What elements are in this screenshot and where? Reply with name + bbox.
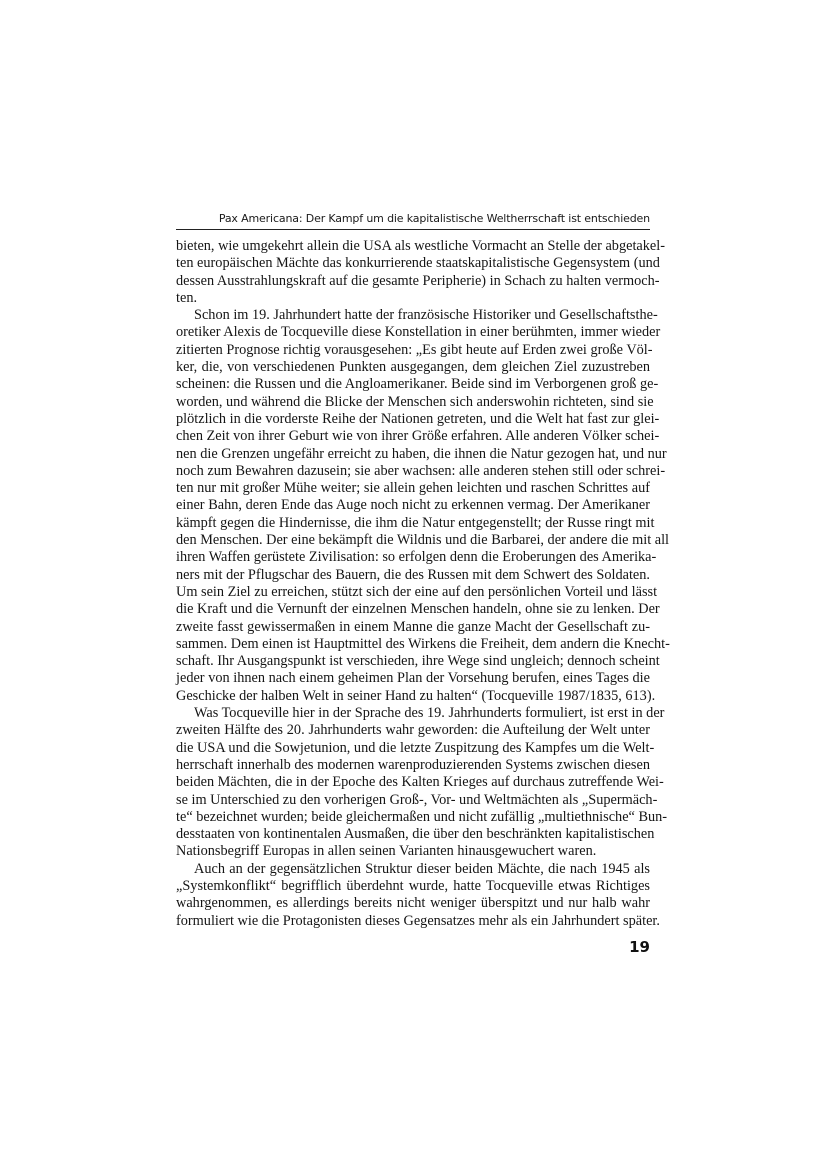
- text-line: plötzlich in die vorderste Reihe der Nationen getreten, und die Welt hat fast zur glei-: [176, 410, 660, 427]
- text-line: ten.: [176, 289, 198, 306]
- text-line: zweite fasst gewissermaßen in einem Manne die ganze Macht der Gesellschaft zu-: [176, 618, 650, 635]
- text-line: Schon im 19. Jahrhundert hatte der französische Historiker und Gesellschaftsthe-: [194, 307, 658, 324]
- text-line: te“ bezeichnet wurden; beide gleichermaßen und nicht zufällig „multiethnische“ Bun-: [176, 808, 668, 825]
- page-number: 19: [629, 938, 650, 956]
- text-line: worden, und während die Blicke der Menschen sich anderswohin richteten, sind sie: [176, 393, 654, 410]
- text-line: jeder von ihnen nach einem geheimen Plan der Vorsehung berufen, eines Tages die: [176, 670, 650, 687]
- body-text: [176, 238, 670, 930]
- text-line: formuliert wie die Protagonisten dieses Gegensatzes mehr als ein Jahrhundert später.: [176, 912, 660, 929]
- header-rule: [176, 229, 650, 230]
- text-line: „Systemkonflikt“ begrifflich überdehnt wurde, hatte Tocqueville etwas Richtiges: [176, 877, 650, 894]
- text-line: noch zum Bewahren dazusein; sie aber wachsen: alle anderen stehen still oder schrei-: [176, 462, 666, 479]
- text-line: zitierten Prognose richtig vorausgesehen: „Es gibt heute auf Erden zwei große Völ-: [176, 341, 653, 358]
- text-line: chen Zeit von ihrer Geburt wie von ihrer Größe erfahren. Alle anderen Völker schei-: [176, 428, 660, 445]
- text-line: sammen. Dem einen ist Hauptmittel des Wirkens die Freiheit, dem andern die Knecht-: [176, 635, 670, 652]
- text-line: die USA und die Sowjetunion, und die letzte Zuspitzung des Kampfes um die Welt-: [176, 739, 655, 756]
- text-line: kämpft gegen die Hindernisse, die ihm die Natur entgegenstellt; der Russe ringt mit: [176, 514, 655, 531]
- text-line: ten nur mit großer Mühe weiter; sie allein gehen leichten und raschen Schrittes auf: [176, 480, 650, 497]
- running-head: Pax Americana: Der Kampf um die kapitalistische Weltherrschaft ist entschieden: [218, 212, 650, 225]
- text-line: ker, die, von verschiedenen Punkten ausgegangen, dem gleichen Ziel zuzustreben: [176, 359, 650, 376]
- text-line: die Kraft und die Vernunft der einzelnen Menschen handeln, ohne sie zu lenken. Der: [176, 601, 660, 618]
- text-line: se im Unterschied zu den vorherigen Groß-, Vor- und Weltmächten als „Supermäch-: [176, 791, 658, 808]
- text-line: herrschaft innerhalb des modernen warenproduzierenden Systems zwischen diesen: [176, 756, 650, 773]
- text-line: schaft. Ihr Ausgangspunkt ist verschieden, ihre Wege sind ungleich; dennoch scheint: [176, 653, 660, 670]
- text-line: ten europäischen Mächte das konkurrierende staatskapitalistische Gegensystem (und: [176, 255, 660, 272]
- text-line: Geschicke der halben Welt in seiner Hand zu halten“ (Tocqueville 1987/1835, 613).: [176, 687, 656, 704]
- text-line: Um sein Ziel zu erreichen, stützt sich der eine auf den persönlichen Vorteil und lässt: [176, 583, 658, 600]
- text-line: ihren Waffen gerüstete Zivilisation: so erfolgen denn die Eroberungen des Amerika-: [176, 549, 657, 566]
- text-line: Was Tocqueville hier in der Sprache des 19. Jahrhunderts formuliert, ist erst in der: [194, 705, 665, 722]
- text-line: oretiker Alexis de Tocqueville diese Konstellation in einer berühmten, immer wieder: [176, 324, 661, 341]
- text-line: dessen Ausstrahlungskraft auf die gesamte Peripherie) in Schach zu halten vermoch-: [176, 272, 660, 289]
- text-line: bieten, wie umgekehrt allein die USA als westliche Vormacht an Stelle der abgetakel-: [176, 238, 665, 254]
- text-line: wahrgenommen, es allerdings bereits nicht weniger überspitzt und nur halb wahr: [176, 895, 650, 912]
- text-line: einer Bahn, deren Ende das Auge noch nicht zu erkennen vermag. Der Amerikaner: [176, 497, 650, 514]
- text-line: ners mit der Pflugschar des Bauern, die des Russen mit dem Schwert des Soldaten.: [176, 566, 650, 583]
- text-line: beiden Mächten, die in der Epoche des Kalten Krieges auf durchaus zutreffende Wei-: [176, 774, 664, 791]
- text-line: scheinen: die Russen und die Angloamerikaner. Beide sind im Verborgenen groß ge-: [176, 376, 659, 393]
- text-line: Nationsbegriff Europas in allen seinen Varianten hinausgewuchert waren.: [176, 843, 597, 860]
- text-line: nen die Grenzen ungefähr erreicht zu haben, die ihnen die Natur gezogen hat, und nur: [176, 445, 667, 462]
- text-line: desstaaten von kontinentalen Ausmaßen, die über den beschränkten kapitalistischen: [176, 826, 655, 843]
- text-line: Auch an der gegensätzlichen Struktur dieser beiden Mächte, die nach 1945 als: [194, 860, 650, 877]
- text-line: den Menschen. Der eine bekämpft die Wildnis und die Barbarei, der andere die mit all: [176, 532, 670, 549]
- text-line: zweiten Hälfte des 20. Jahrhunderts wahr geworden: die Aufteilung der Welt unter: [176, 722, 650, 739]
